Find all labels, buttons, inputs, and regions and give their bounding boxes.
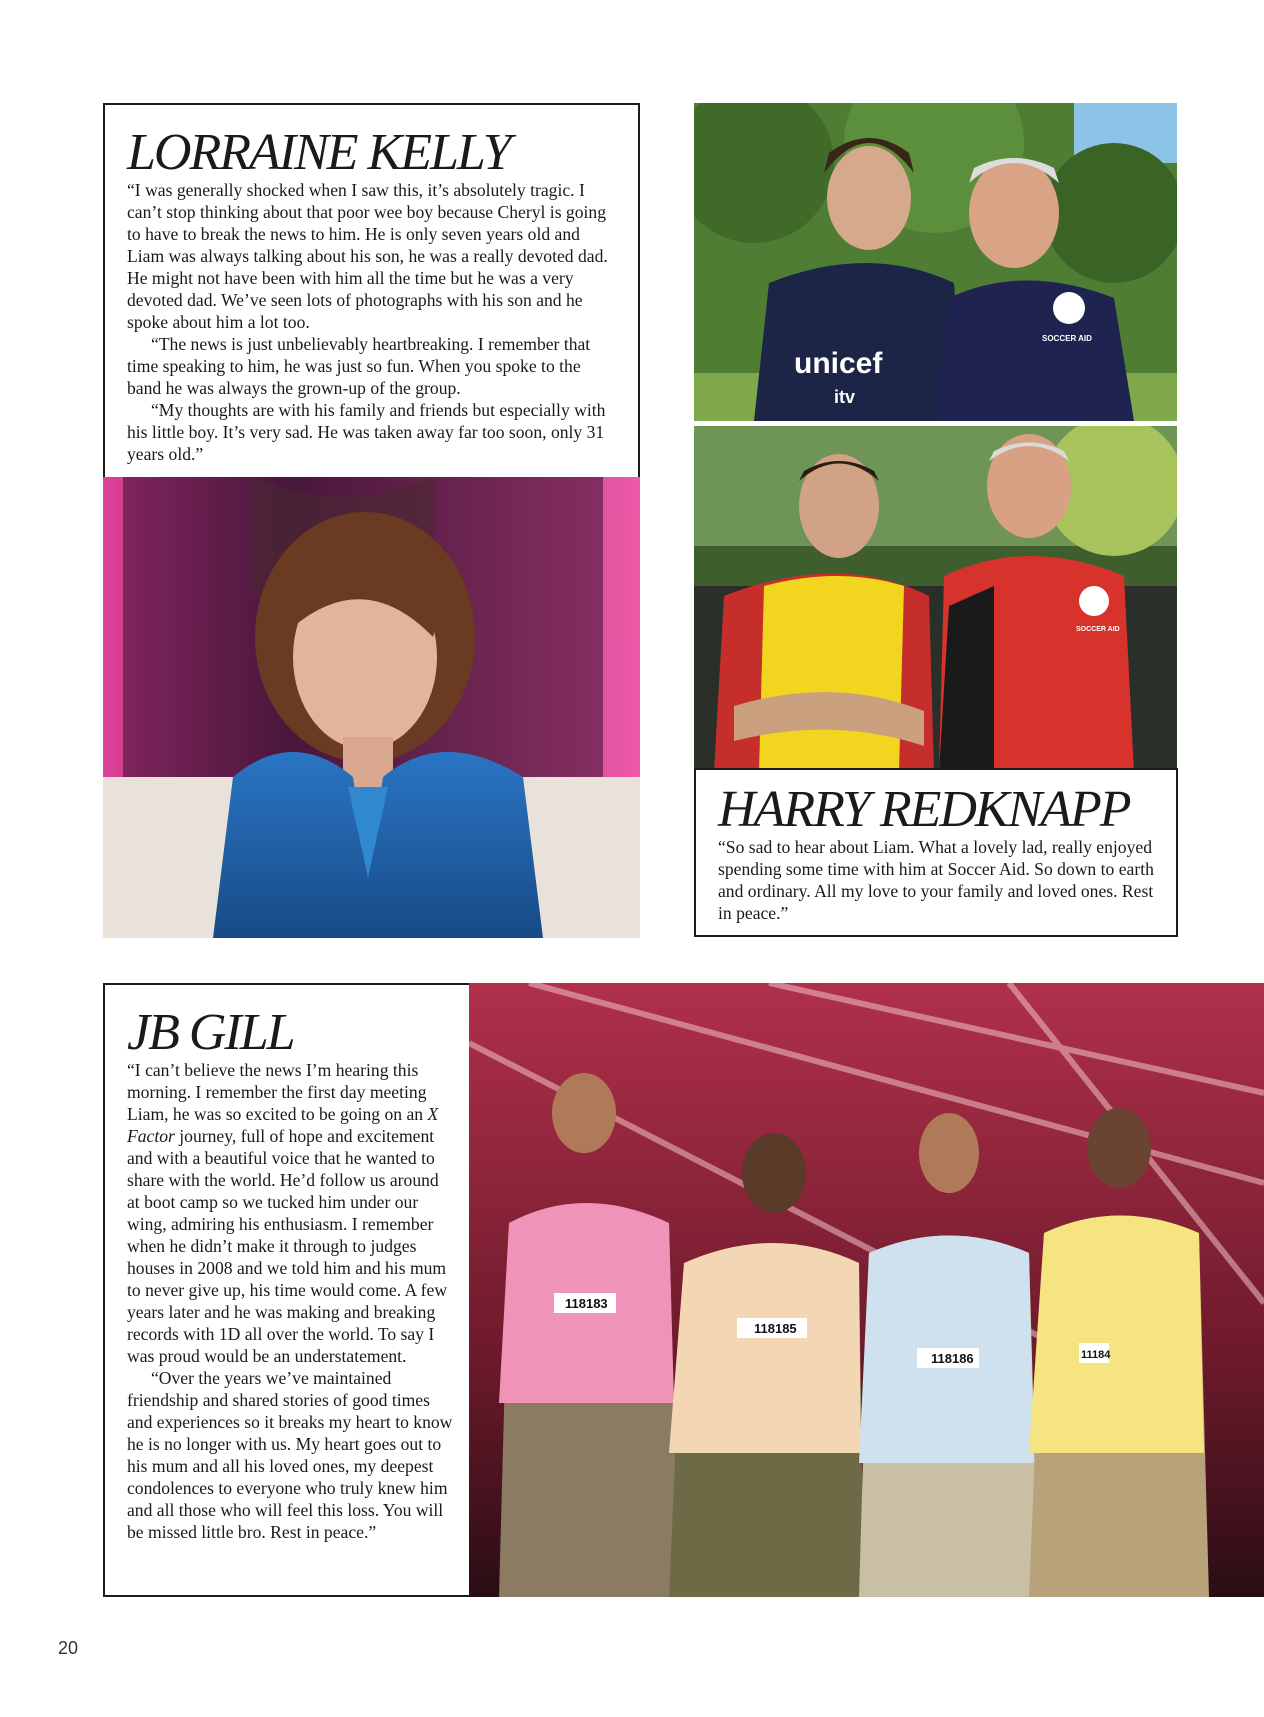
unicef-shirt-label: unicef xyxy=(794,347,883,380)
liam-harry-soccer-aid-photo-bottom xyxy=(694,426,1177,772)
x-factor-italic: X Factor xyxy=(127,1104,439,1146)
jb-quote-p1-start: “I can’t believe the news I’m hearing this morning. I remember the first day meeting Liam, he was so excited to be going on an xyxy=(127,1060,428,1124)
lorraine-quote-paragraph-2: “The news is just unbelievably heartbreaking. I remember that time speaking to him, he was just so fun. When you spoke to the band he was always the grown-up of the group. xyxy=(127,334,591,398)
jb-quote-paragraph-2: “Over the years we’ve maintained friendship and shared stories of good times and experiences so it breaks my heart to know he is no longer with us. My heart goes out to his mum and all his loved ones, my deepest condolences to everyone who truly knew him and all those who will feel this loss. You will be missed little bro. Rest in peace.” xyxy=(127,1368,453,1542)
itv-shirt-label: itv xyxy=(834,387,856,407)
liam-harry-soccer-aid-photo-top xyxy=(694,103,1177,421)
lorraine-quote-paragraph-1: “I was generally shocked when I saw this, it’s absolutely tragic. I can’t stop thinking about that poor wee boy because Cheryl is going to have to break the news to him. He is only seven years old and Liam was always talking about his son, he was a really devoted dad. He might not have been with him all the time but he was a very devoted dad. We’ve seen lots of photographs with his son and he spoke about him a lot too. xyxy=(127,180,608,332)
jb-gill-quote xyxy=(127,1059,455,1543)
audition-number-1: 118183 xyxy=(565,1296,608,1311)
jb-quote-paragraph-1 xyxy=(127,1059,455,1367)
harry-quote-paragraph-1: “So sad to hear about Liam. What a lovely lad, really enjoyed spending some time with him at Soccer Aid. So down to earth and ordinary. All my love to your family and loved ones. Rest in peace.” xyxy=(718,837,1154,923)
harry-redknapp-heading: HARRY REDKNAPP xyxy=(718,781,1130,838)
lorraine-kelly-quote xyxy=(127,179,616,465)
audition-number-3: 118186 xyxy=(931,1351,974,1366)
soccer-aid-badge-top: SOCCER AID xyxy=(1042,334,1092,343)
harry-redknapp-quote xyxy=(718,836,1154,924)
jls-x-factor-audition-photo xyxy=(469,983,1264,1597)
harry-redknapp-quote-box xyxy=(694,768,1178,937)
lorraine-quote-paragraph-3: “My thoughts are with his family and friends but especially with his little boy. It’s very sad. He was taken away far too soon, only 31 years old.” xyxy=(127,400,606,464)
jb-quote-p1-end: journey, full of hope and excitement and with a beautiful voice that he wanted to share with the world. He’d follow us around at boot camp so we tucked him under our wing, admiring his enthusiasm. I remember when he didn’t make it through to judges houses in 2008 and we told him and his mum to never give up, his time would come. A few years later and he was making and breaking records with 1D all over the world. To say I was proud would be an understatement. xyxy=(127,1126,448,1366)
audition-number-4: 11184 xyxy=(1081,1349,1111,1361)
lorraine-kelly-photo xyxy=(103,477,640,938)
lorraine-kelly-quote-box xyxy=(103,103,640,481)
soccer-aid-badge-bottom: SOCCER AID xyxy=(1076,626,1120,633)
page-number: 20 xyxy=(58,1638,79,1658)
audition-number-2: 118185 xyxy=(754,1321,797,1336)
jb-gill-quote-box xyxy=(103,983,471,1597)
jb-gill-heading: JB GILL xyxy=(127,1004,294,1061)
lorraine-kelly-heading: LORRAINE KELLY xyxy=(127,124,510,181)
